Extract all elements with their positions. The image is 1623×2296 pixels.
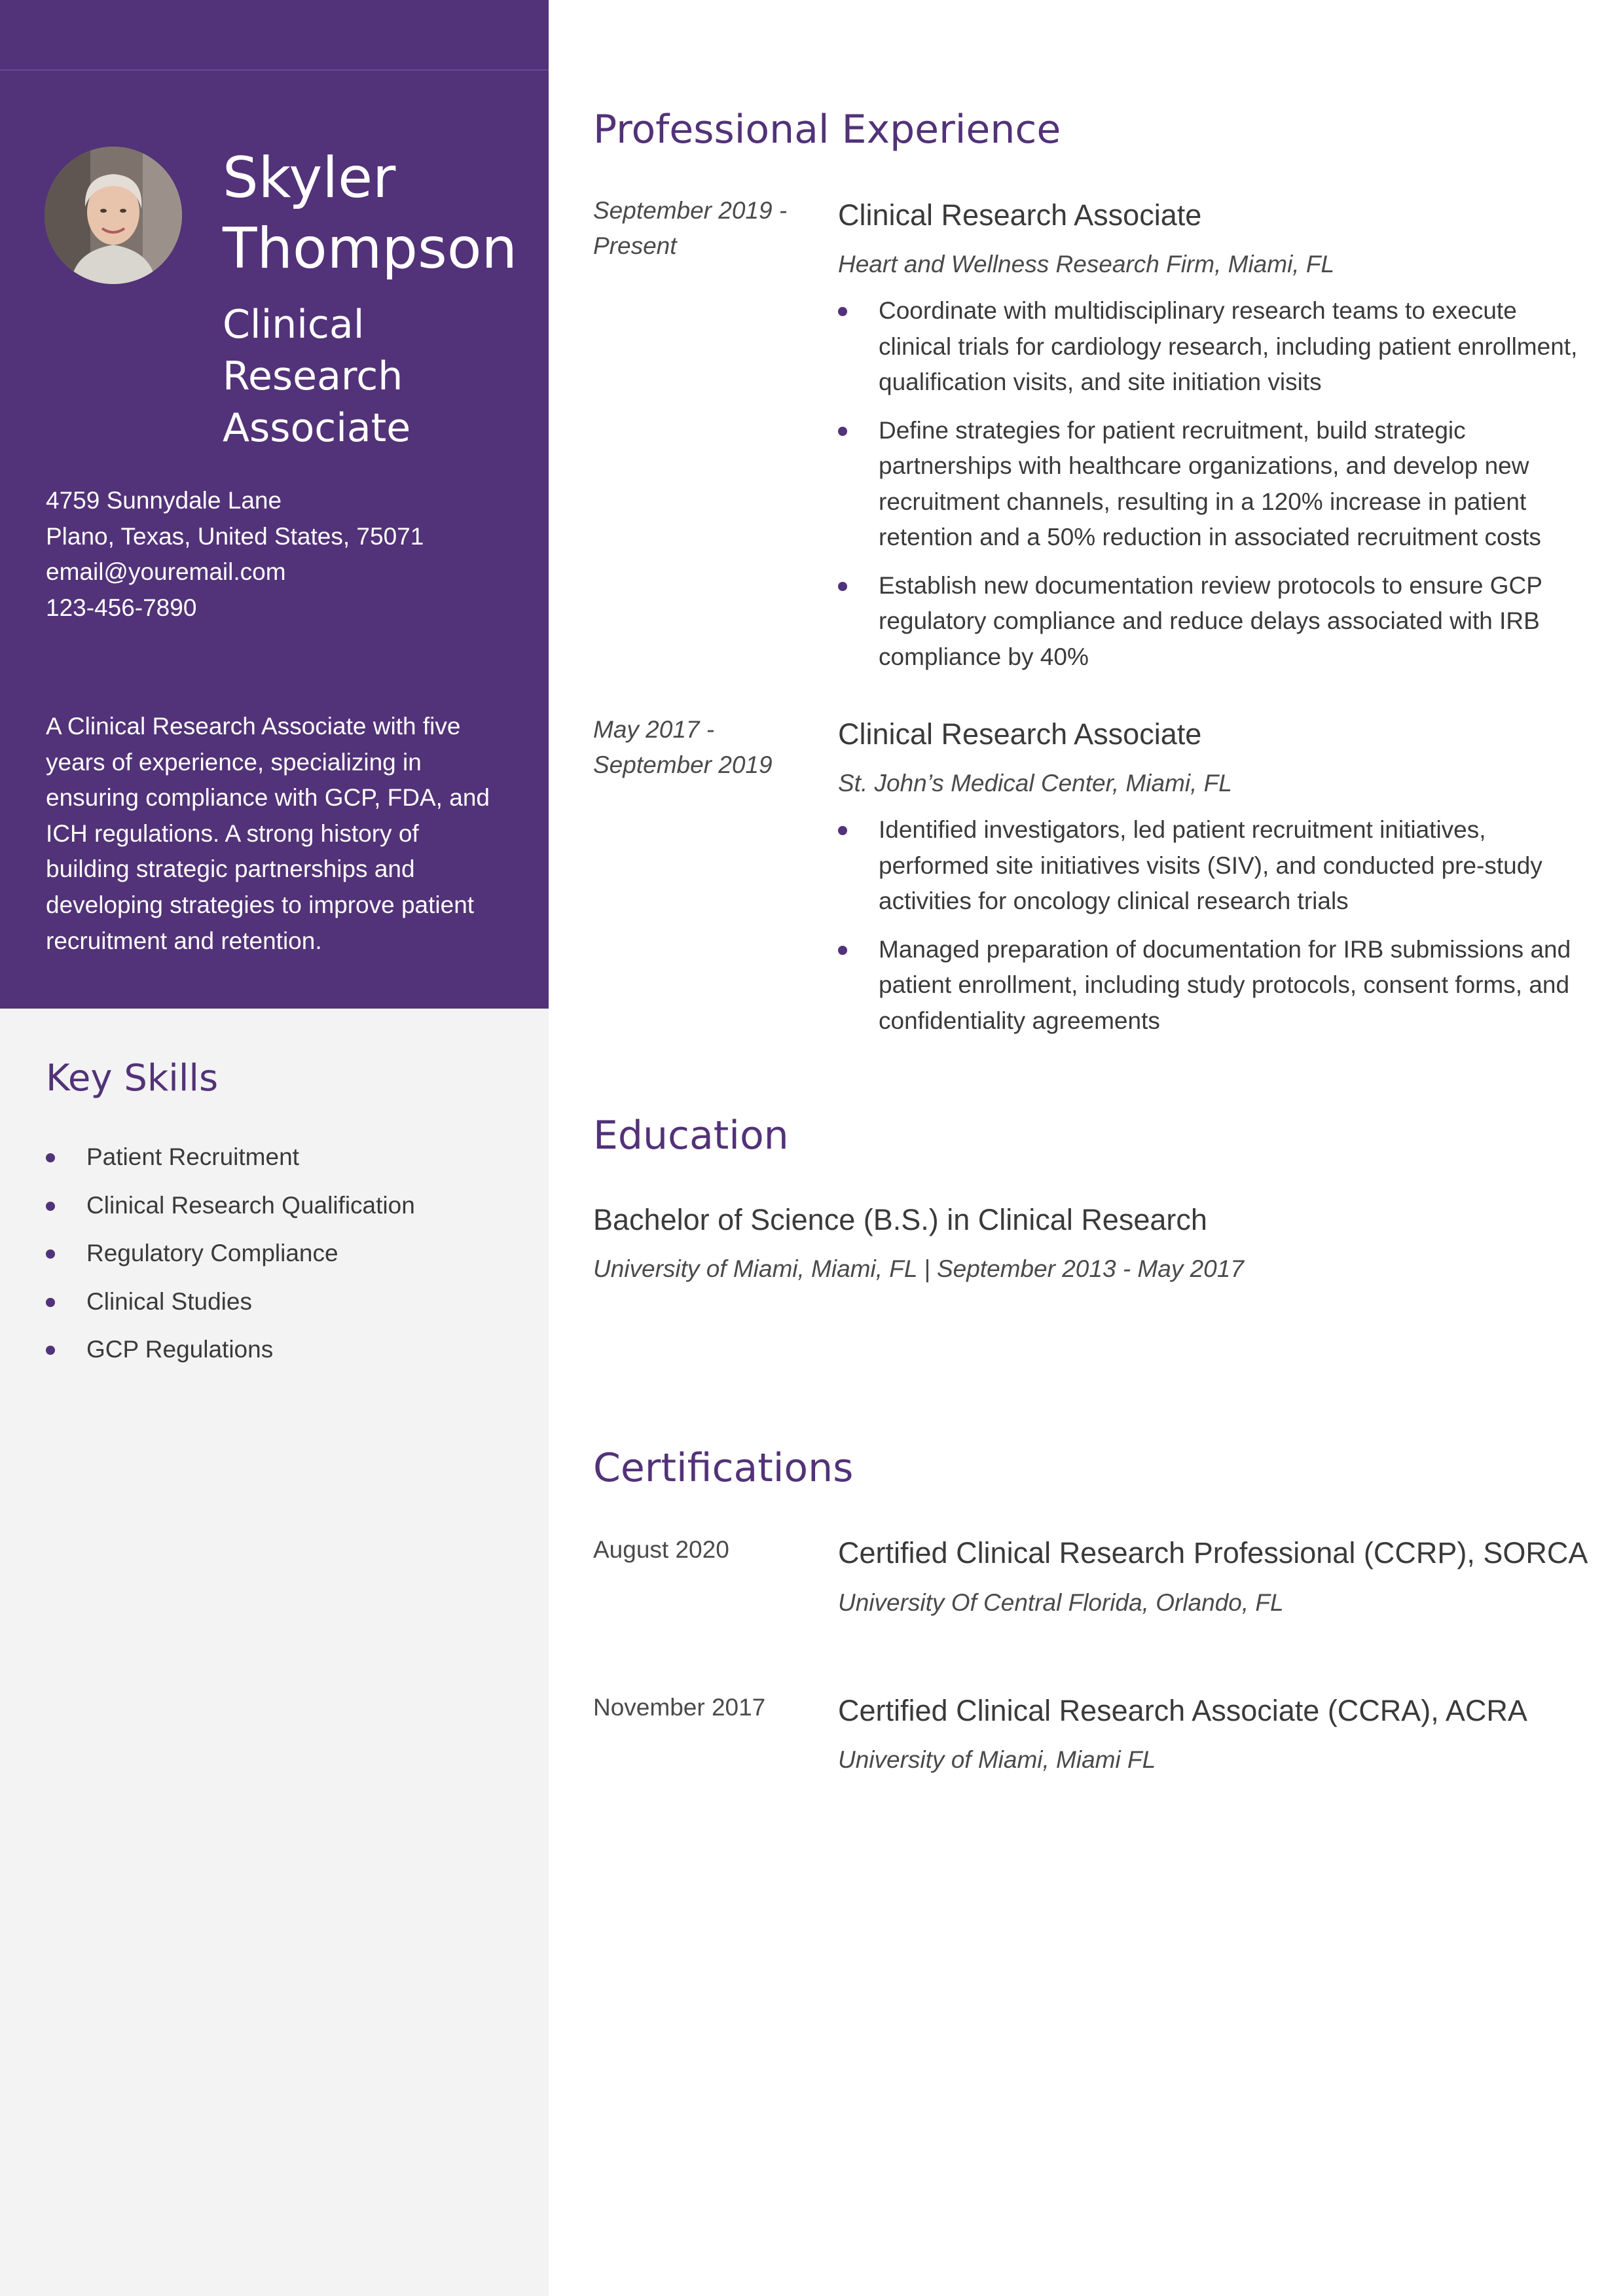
- job-bullets: [838, 293, 1578, 687]
- job-bullet: [838, 568, 1578, 675]
- job-bullet: [838, 293, 1578, 401]
- degree-title: Bachelor of Science (B.S.) in Clinical Research: [593, 1203, 1207, 1236]
- cert-title: Certified Clinical Research Associate (CCRA), ACRA: [838, 1694, 1527, 1727]
- contact-block: [46, 483, 530, 626]
- bullet-text: Define strategies for patient recruitment, build strategic partnerships with healthcare organizations, and develop new recruitment channels, resulting in a 120% increase in patient retention and a 50% reduction in associated recruitment costs: [879, 416, 1541, 550]
- main-column: [593, 0, 1588, 2296]
- bullet-icon: [46, 1202, 55, 1211]
- bullet-icon: [838, 826, 847, 835]
- job-bullet: [838, 413, 1578, 556]
- bullet-icon: [46, 1298, 55, 1307]
- job-title: Clinical Research Associate: [838, 198, 1202, 232]
- bullet-text: Establish new documentation review protocols to ensure GCP regulatory compliance and reduce delays associated with IRB compliance by 40%: [879, 571, 1542, 670]
- job-title: Clinical Research Associate: [838, 717, 1202, 751]
- job-bullet: [838, 812, 1578, 920]
- divider: [0, 69, 549, 71]
- skill-item: [46, 1282, 530, 1331]
- job-employer: Heart and Wellness Research Firm, Miami, FL: [838, 251, 1335, 278]
- bullet-text: Identified investigators, led patient recruitment initiatives, performed site initiatives visits (SIV), and conducted pre-study activities for oncology clinical research trials: [879, 816, 1542, 914]
- bullet-text: Coordinate with multidisciplinary research teams to execute clinical trials for cardiology research, including patient enrollment, qualification visits, and site initiation visits: [879, 297, 1578, 395]
- bullet-text: Managed preparation of documentation for IRB submissions and patient enrollment, including study protocols, consent forms, and confidentiality agreements: [879, 935, 1571, 1034]
- skill-label: Patient Recruitment: [86, 1143, 299, 1170]
- education-heading: Education: [593, 1113, 789, 1158]
- cert-date: August 2020: [593, 1536, 729, 1563]
- skill-item: [46, 1330, 530, 1378]
- job-dates: May 2017 - September 2019: [593, 716, 773, 778]
- cert-date: November 2017: [593, 1694, 766, 1721]
- cert-issuer: University of Miami, Miami FL: [838, 1746, 1156, 1773]
- candidate-title: Clinical Research Associate: [223, 302, 411, 451]
- job-dates: September 2019 - Present: [593, 197, 788, 259]
- bullet-icon: [838, 307, 847, 316]
- cert-issuer: University Of Central Florida, Orlando, FL: [838, 1589, 1284, 1616]
- bullet-icon: [838, 582, 847, 591]
- bullet-icon: [46, 1346, 55, 1355]
- email-text: email@youremail.com: [46, 558, 286, 585]
- certifications-heading: Certifications: [593, 1445, 854, 1491]
- skill-label: Regulatory Compliance: [86, 1240, 338, 1266]
- degree-details: University of Miami, Miami, FL | September 2013 - May 2017: [593, 1255, 1244, 1282]
- bullet-icon: [46, 1153, 55, 1162]
- skill-item: [46, 1138, 530, 1186]
- skill-item: [46, 1234, 530, 1282]
- profile-summary: A Clinical Research Associate with five years of experience, specializing in ensuring compliance with GCP, FDA, and ICH regulations. A strong history of building strategic partnerships and developing strategies to improve patient recruitment and retention.: [46, 713, 490, 954]
- job-employer: St. John’s Medical Center, Miami, FL: [838, 770, 1232, 797]
- job-bullets: [838, 812, 1578, 1051]
- skill-label: GCP Regulations: [86, 1336, 274, 1363]
- skill-label: Clinical Research Qualification: [86, 1191, 415, 1219]
- avatar: [45, 147, 182, 284]
- sidebar-header-panel: [0, 0, 549, 1009]
- sidebar: [0, 0, 549, 2296]
- skills-list: [46, 1138, 530, 1378]
- phone-text: 123-456-7890: [46, 594, 197, 621]
- skill-item: [46, 1186, 530, 1234]
- experience-heading: Professional Experience: [593, 107, 1061, 152]
- skill-label: Clinical Studies: [86, 1287, 252, 1315]
- address-line-2: Plano, Texas, United States, 75071: [46, 522, 424, 550]
- address-line-1: 4759 Sunnydale Lane: [46, 487, 282, 514]
- job-bullet: [838, 932, 1578, 1039]
- skills-heading: Key Skills: [46, 1057, 219, 1100]
- cert-title: Certified Clinical Research Professional (CCRP), SORCA: [838, 1536, 1588, 1570]
- candidate-name: Skyler Thompson: [223, 145, 517, 281]
- bullet-icon: [46, 1249, 55, 1259]
- bullet-icon: [838, 946, 847, 955]
- bullet-icon: [838, 427, 847, 436]
